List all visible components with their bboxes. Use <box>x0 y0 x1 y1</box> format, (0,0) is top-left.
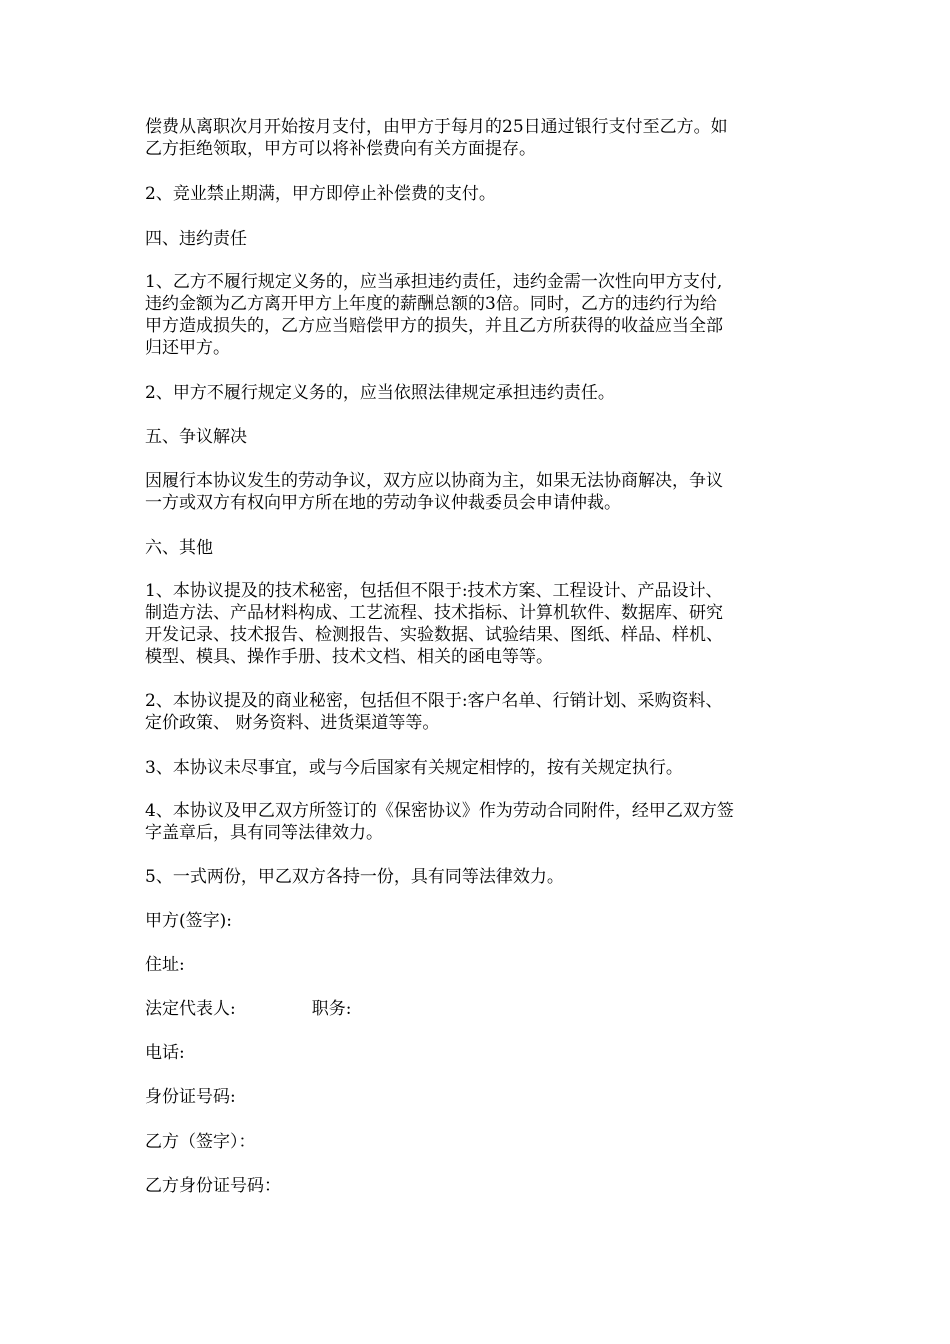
text-line: 违约金额为乙方离开甲方上年度的薪酬总额的3倍。同时，乙方的违约行为给 <box>145 294 717 314</box>
signature-id-number <box>145 1086 807 1108</box>
heading-text: 五、争议解决 <box>145 427 247 447</box>
text-line: 2、本协议提及的商业秘密，包括但不限于:客户名单、行销计划、采购资料、 <box>145 691 723 711</box>
text-line: 5、一式两份，甲乙双方各持一份，具有同等法律效力。 <box>145 867 564 887</box>
signature-legal-rep-row <box>145 998 807 1020</box>
text-line: 开发记录、技术报告、检测报告、实验数据、试验结果、图纸、样品、样机、 <box>145 625 723 645</box>
signature-party-b <box>145 1131 807 1153</box>
signature-label: 住址: <box>145 955 185 975</box>
text-line: 偿费从离职次月开始按月支付，由甲方于每月的25日通过银行支付至乙方。如 <box>145 117 728 137</box>
legal-rep-label: 法定代表人: <box>145 999 236 1019</box>
paragraph-other-2 <box>145 690 807 734</box>
paragraph-breach-1 <box>145 271 807 359</box>
text-line: 制造方法、产品材料构成、工艺流程、技术指标、计算机软件、数据库、研究 <box>145 603 723 623</box>
signature-label: 身份证号码: <box>145 1087 236 1107</box>
text-line: 2、甲方不履行规定义务的，应当依照法律规定承担违约责任。 <box>145 383 615 403</box>
signature-label: 电话: <box>145 1043 185 1063</box>
signature-address <box>145 954 807 976</box>
paragraph-other-5 <box>145 866 807 888</box>
text-line: 定价政策、 财务资料、进货渠道等等。 <box>145 713 440 733</box>
position-label: 职务: <box>311 999 352 1019</box>
signature-phone <box>145 1042 807 1064</box>
section-heading-breach <box>145 228 807 250</box>
text-line: 1、本协议提及的技术秘密，包括但不限于:技术方案、工程设计、产品设计、 <box>145 581 723 601</box>
text-line: 2、竞业禁止期满，甲方即停止补偿费的支付。 <box>145 184 496 204</box>
signature-party-a <box>145 910 807 932</box>
text-line: 1、乙方不履行规定义务的，应当承担违约责任，违约金需一次性向甲方支付, <box>145 272 723 292</box>
heading-text: 四、违约责任 <box>145 229 247 249</box>
text-line: 甲方造成损失的，乙方应当赔偿甲方的损失，并且乙方所获得的收益应当全部 <box>145 316 723 336</box>
signature-row <box>145 998 807 1020</box>
paragraph-breach-2 <box>145 382 807 404</box>
text-line: 模型、模具、操作手册、技术文档、相关的函电等等。 <box>145 647 553 667</box>
text-line: 归还甲方。 <box>145 338 230 358</box>
paragraph-compensation-stop <box>145 183 807 205</box>
paragraph-other-3 <box>145 757 807 779</box>
text-line: 字盖章后，具有同等法律效力。 <box>145 823 383 843</box>
heading-text: 六、其他 <box>145 538 213 558</box>
text-line: 因履行本协议发生的劳动争议，双方应以协商为主，如果无法协商解决，争议 <box>145 471 723 491</box>
text-line: 乙方拒绝领取，甲方可以将补偿费向有关方面提存。 <box>145 139 536 159</box>
paragraph-compensation-payment <box>145 116 807 160</box>
text-line: 一方或双方有权向甲方所在地的劳动争议仲裁委员会申请仲裁。 <box>145 493 621 513</box>
signature-label: 乙方（签字）： <box>145 1132 256 1152</box>
text-line: 3、本协议未尽事宜，或与今后国家有关规定相悖的，按有关规定执行。 <box>145 758 683 778</box>
section-heading-dispute <box>145 426 807 448</box>
paragraph-dispute <box>145 470 807 514</box>
signature-label: 甲方(签字): <box>145 911 232 931</box>
signature-label: 乙方身份证号码： <box>145 1176 281 1196</box>
section-heading-other <box>145 537 807 559</box>
signature-party-b-id <box>145 1175 807 1197</box>
paragraph-other-1 <box>145 580 807 668</box>
text-line: 4、本协议及甲乙双方所签订的《保密协议》作为劳动合同附件，经甲乙双方签 <box>145 801 734 821</box>
paragraph-other-4 <box>145 800 807 844</box>
